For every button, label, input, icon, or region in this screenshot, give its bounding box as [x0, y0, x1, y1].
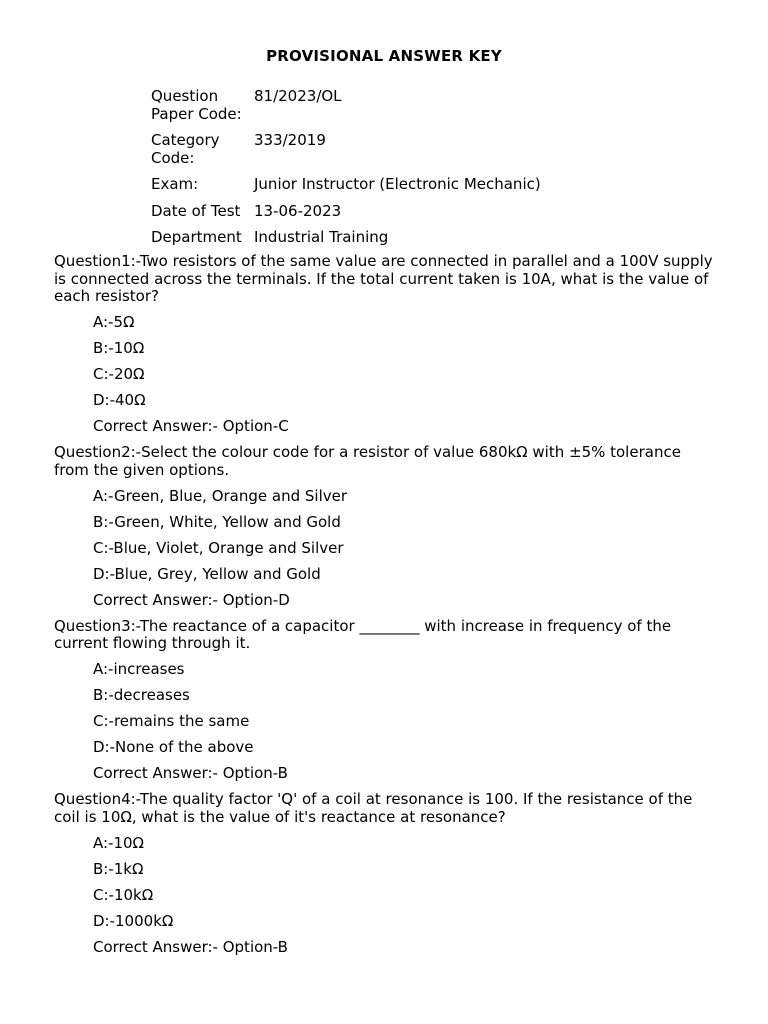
- detail-row-department: [151, 229, 541, 247]
- exam-details-table: [151, 88, 541, 247]
- question-text: Question1:-Two resistors of the same value are connected in parallel and a 100V supply is connected across the terminals. If the total current taken is 10A, what is the value of each resistor?: [54, 252, 713, 305]
- option-d: D:-None of the above: [93, 738, 254, 756]
- option-d: D:-40Ω: [93, 391, 146, 409]
- option-d: D:-Blue, Grey, Yellow and Gold: [93, 564, 321, 583]
- detail-label: Category Code:: [151, 131, 220, 167]
- option-b: B:-Green, White, Yellow and Gold: [93, 512, 341, 531]
- detail-label: Department: [151, 228, 242, 246]
- page-title: PROVISIONAL ANSWER KEY: [266, 47, 502, 65]
- detail-value: 13-06-2023: [254, 201, 342, 220]
- questions-list: [54, 253, 714, 965]
- question-block: [54, 444, 714, 609]
- correct-answer: Correct Answer:- Option-D: [93, 590, 290, 609]
- detail-label: Exam:: [151, 175, 199, 193]
- question-text: Question2:-Select the colour code for a resistor of value 680kΩ with ±5% tolerance from the given options.: [54, 443, 681, 479]
- question-text: Question3:-The reactance of a capacitor ________ with increase in frequency of the current flowing through it.: [54, 616, 672, 652]
- question-block: [54, 791, 714, 956]
- option-b: B:-1kΩ: [93, 859, 144, 878]
- option-a: A:-10Ω: [93, 833, 145, 852]
- option-a: A:-increases: [93, 660, 185, 678]
- detail-row-category-code: [151, 132, 541, 176]
- option-a: A:-Green, Blue, Orange and Silver: [93, 486, 348, 505]
- question-block: [54, 253, 714, 436]
- detail-value: Industrial Training: [254, 228, 389, 246]
- detail-row-date: [151, 203, 541, 230]
- option-b: B:-decreases: [93, 686, 190, 704]
- detail-label: Question Paper Code:: [151, 87, 242, 123]
- detail-value: 333/2019: [254, 131, 326, 149]
- detail-row-exam: [151, 176, 541, 203]
- detail-value: 81/2023/OL: [254, 87, 342, 105]
- option-c: C:-10kΩ: [93, 885, 154, 904]
- detail-label: Date of Test: [151, 201, 241, 220]
- option-c: C:-remains the same: [93, 712, 250, 730]
- question-block: [54, 618, 714, 783]
- detail-value: Junior Instructor (Electronic Mechanic): [254, 175, 541, 193]
- option-d: D:-1000kΩ: [93, 911, 174, 930]
- detail-row-paper-code: [151, 88, 541, 132]
- option-a: A:-5Ω: [93, 313, 135, 331]
- option-c: C:-Blue, Violet, Orange and Silver: [93, 538, 344, 557]
- correct-answer: Correct Answer:- Option-B: [93, 764, 288, 782]
- correct-answer: Correct Answer:- Option-B: [93, 937, 288, 956]
- option-b: B:-10Ω: [93, 339, 145, 357]
- option-c: C:-20Ω: [93, 365, 145, 383]
- correct-answer: Correct Answer:- Option-C: [93, 417, 289, 435]
- question-text: Question4:-The quality factor 'Q' of a coil at resonance is 100. If the resistance of the coil is 10Ω, what is the value of it's reactance at resonance?: [54, 790, 693, 826]
